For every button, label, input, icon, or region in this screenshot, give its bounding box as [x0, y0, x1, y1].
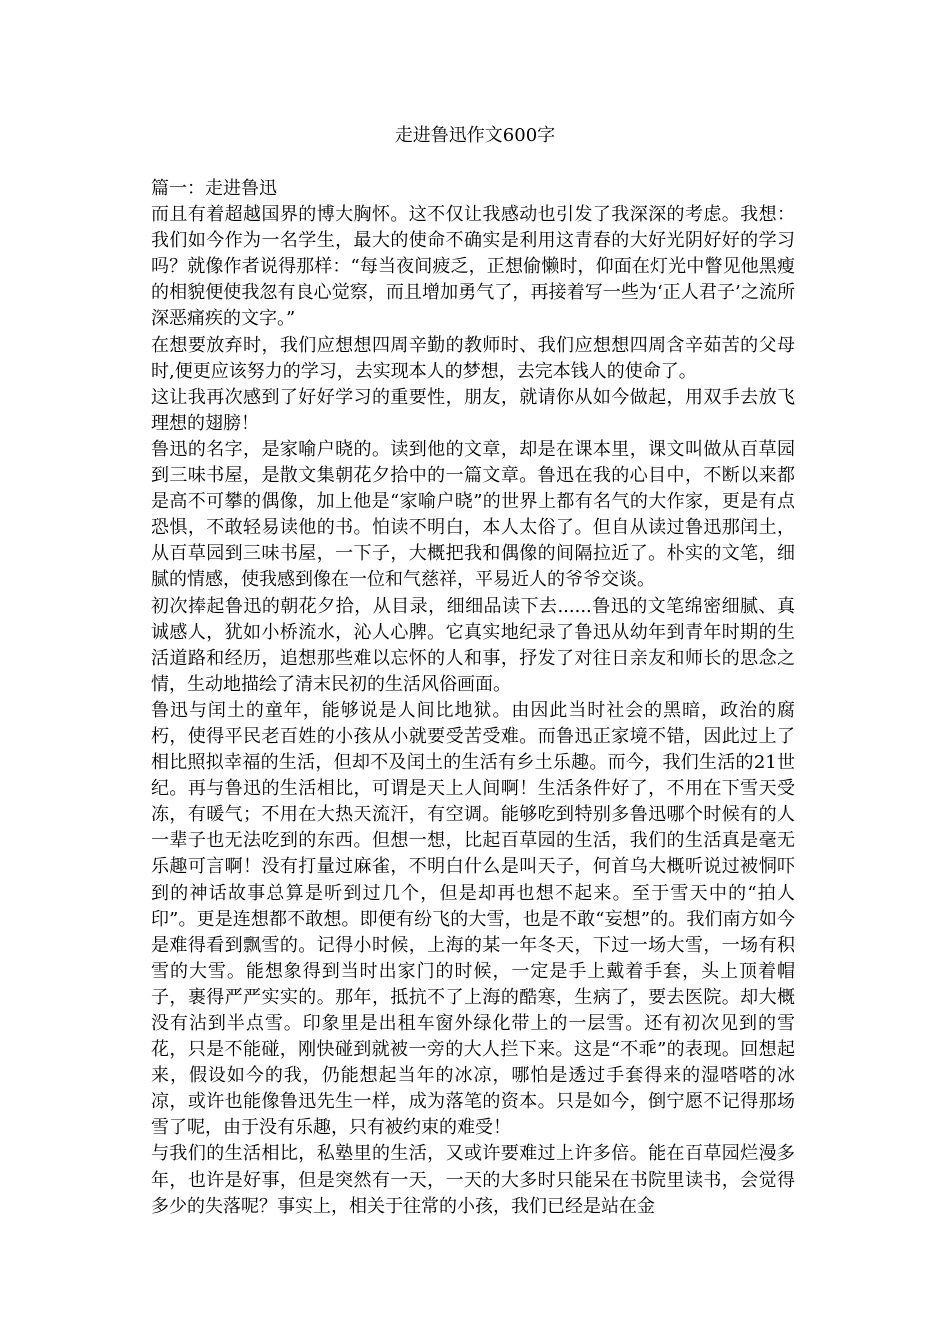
paragraph: 鲁迅的名字，是家喻户晓的。读到他的文章，却是在课本里，课文叫做从百草园到三味书屋，是散文集朝花夕拾中的一篇文章。鲁迅在我的心目中，不断以来都是高不可攀的偶像，加上他是“家喻户晓”的世界上都有名气的大作家，更是有点恐惧，不敢轻易读他的书。怕读不明白，本人太俗了。但自从读过鲁迅那闰土，从百草园到三味书屋，一下子，大概把我和偶像的间隔拉近了。朴实的文笔，细腻的情感，使我感到像在一位和气慈祥，平易近人的爷爷交谈。	[151, 438, 795, 591]
paragraph: 与我们的生活相比，私塾里的生活，又或许要难过上许多倍。能在百草园烂漫多年，也许是好事，但是突然有一天，一天的大多时只能呆在书院里读书，会觉得多少的失落呢？事实上，相关于往常的小孩，我们已经是站在金	[151, 1143, 795, 1217]
document-title: 走进鲁迅作文600字	[394, 125, 556, 146]
paragraph: 在想要放弃时，我们应想想四周辛勤的教师时、我们应想想四周含辛茹苦的父母时,便更应该努力的学习，去实现本人的梦想，去完本钱人的使命了。	[151, 334, 795, 382]
paragraph: 初次捧起鲁迅的朝花夕拾，从目录，细细品读下去......鲁迅的文笔绵密细腻、真诚感人，犹如小桥流水，沁人心脾。它真实地纪录了鲁迅从幼年到青年时期的生活道路和经历，追想那些难以忘怀的人和事，抒发了对往日亲友和师长的思念之情，生动地描绘了清末民初的生活风俗画面。	[151, 595, 795, 695]
paragraph: 而且有着超越国界的博大胸怀。这不仅让我感动也引发了我深深的考虑。我想：我们如今作为一名学生，最大的使命不确实是利用这青春的大好光阴好好的学习吗？就像作者说得那样：“每当夜间疲乏，正想偷懒时，仰面在灯光中瞥见他黑瘦的相貌便使我忽有良心觉察，而且增加勇气了，再接着写一些为‘正人君子’之流所深恶痛疾的文字。”	[151, 204, 795, 330]
paragraph: 鲁迅与闰土的童年，能够说是人间比地狱。由因此当时社会的黑暗，政治的腐朽，使得平民老百姓的小孩从小就要受苦受难。而鲁迅正家境不错，因此过上了相比照拟幸福的生活，但却不及闰土的生活有乡土乐趣。而今，我们生活的21世纪。再与鲁迅的生活相比，可谓是天上人间啊！生活条件好了，不用在下雪天受冻，有暖气；不用在大热天流汗，有空调。能够吃到特别多鲁迅哪个时候有的人一辈子也无法吃到的东西。但想一想，比起百草园的生活，我们的生活真是毫无乐趣可言啊！没有打量过麻雀，不明白什么是叫天子，何首乌大概听说过被恫吓到的神话故事总算是听到过几个，但是却再也想不起来。至于雪天中的“拍人印”。更是连想都不敢想。即便有纷飞的大雪，也是不敢“妄想”的。我们南方如今是难得看到飘雪的。记得小时候，上海的某一年冬天，下过一场大雪，一场有积雪的大雪。能想象得到当时出家门的时候，一定是手上戴着手套，头上顶着帽子，裹得严严实实的。那年，抵抗不了上海的酷寒，生病了，要去医院。却大概没有沾到半点雪。印象里是出租车窗外绿化带上的一层雪。还有初次见到的雪花，只是不能碰，刚快碰到就被一旁的大人拦下来。这是“不乖”的表现。回想起来，假设如今的我，仍能想起当年的冰凉，哪怕是透过手套得来的湿嗒嗒的冰凉，或许也能像鲁迅先生一样，成为落笔的资本。只是如今，倒宁愿不记得那场雪了呢，由于没有乐趣，只有被约束的难受！	[151, 699, 795, 1139]
paragraph: 这让我再次感到了好好学习的重要性，朋友，就请你从如今做起，用双手去放飞理想的翅膀！	[151, 386, 795, 434]
section-heading: 篇一：走进鲁迅	[151, 178, 277, 199]
document-body	[151, 176, 795, 1220]
